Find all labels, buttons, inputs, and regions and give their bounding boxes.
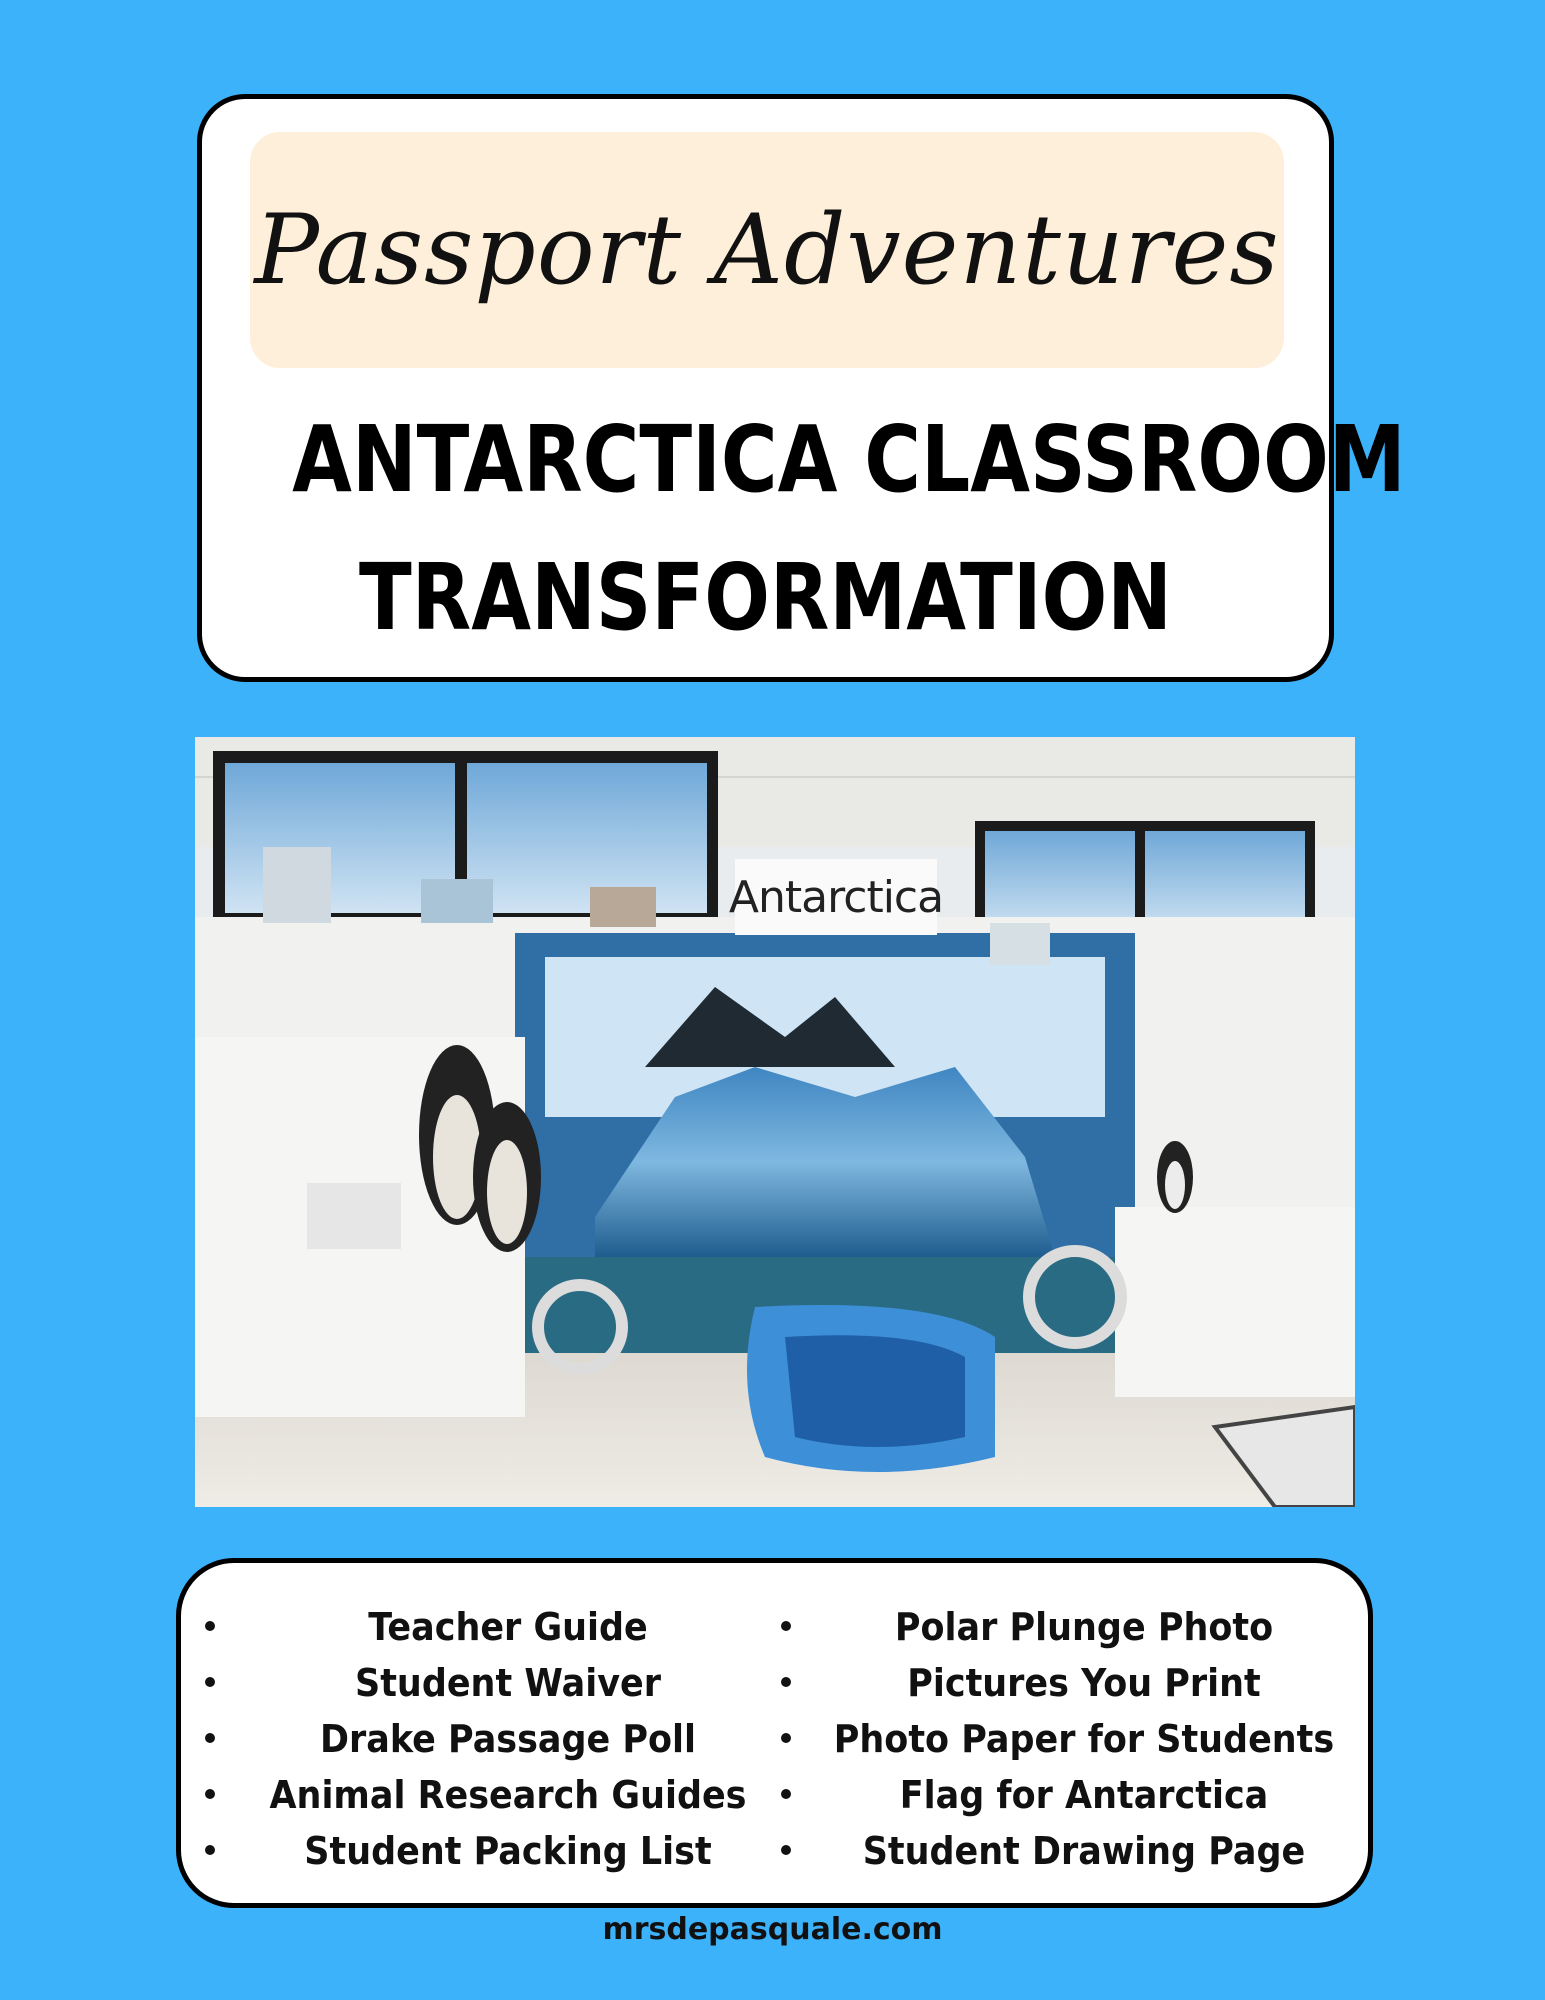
bullet-icon xyxy=(205,1789,215,1799)
bullet-icon xyxy=(205,1733,215,1743)
main-title-line-2: TRANSFORMATION xyxy=(359,544,1172,651)
contents-card xyxy=(176,1558,1373,1908)
list-item: Polar Plunge Photo xyxy=(771,1599,1361,1655)
antarctica-sign: Antarctica xyxy=(735,859,937,935)
classroom-photo xyxy=(195,737,1355,1507)
list-item: Student Drawing Page xyxy=(771,1823,1361,1879)
main-title-line-1: ANTARCTICA CLASSROOM xyxy=(292,406,1406,513)
bullet-icon xyxy=(781,1621,791,1631)
list-item: Student Waiver xyxy=(195,1655,785,1711)
list-item: Animal Research Guides xyxy=(195,1767,785,1823)
list-item: Flag for Antarctica xyxy=(771,1767,1361,1823)
main-title xyxy=(292,391,1406,667)
list-item: Photo Paper for Students xyxy=(771,1711,1361,1767)
bullet-icon xyxy=(781,1845,791,1855)
bullet-icon xyxy=(205,1677,215,1687)
list-item: Pictures You Print xyxy=(771,1655,1361,1711)
bullet-icon xyxy=(781,1789,791,1799)
classroom-photo-illustration xyxy=(195,737,1355,1507)
bullet-icon xyxy=(781,1677,791,1687)
list-item: Drake Passage Poll xyxy=(195,1711,785,1767)
bullet-icon xyxy=(781,1733,791,1743)
bullet-icon xyxy=(205,1621,215,1631)
script-title: Passport Adventures xyxy=(254,194,1280,306)
list-item: Teacher Guide xyxy=(195,1599,785,1655)
website-link[interactable]: mrsdepasquale.com xyxy=(602,1912,943,1947)
script-banner xyxy=(250,132,1284,368)
list-item: Student Packing List xyxy=(195,1823,785,1879)
bullet-icon xyxy=(205,1845,215,1855)
contents-column-right xyxy=(771,1599,1361,1879)
contents-column-left xyxy=(195,1599,785,1879)
title-card xyxy=(197,94,1406,682)
